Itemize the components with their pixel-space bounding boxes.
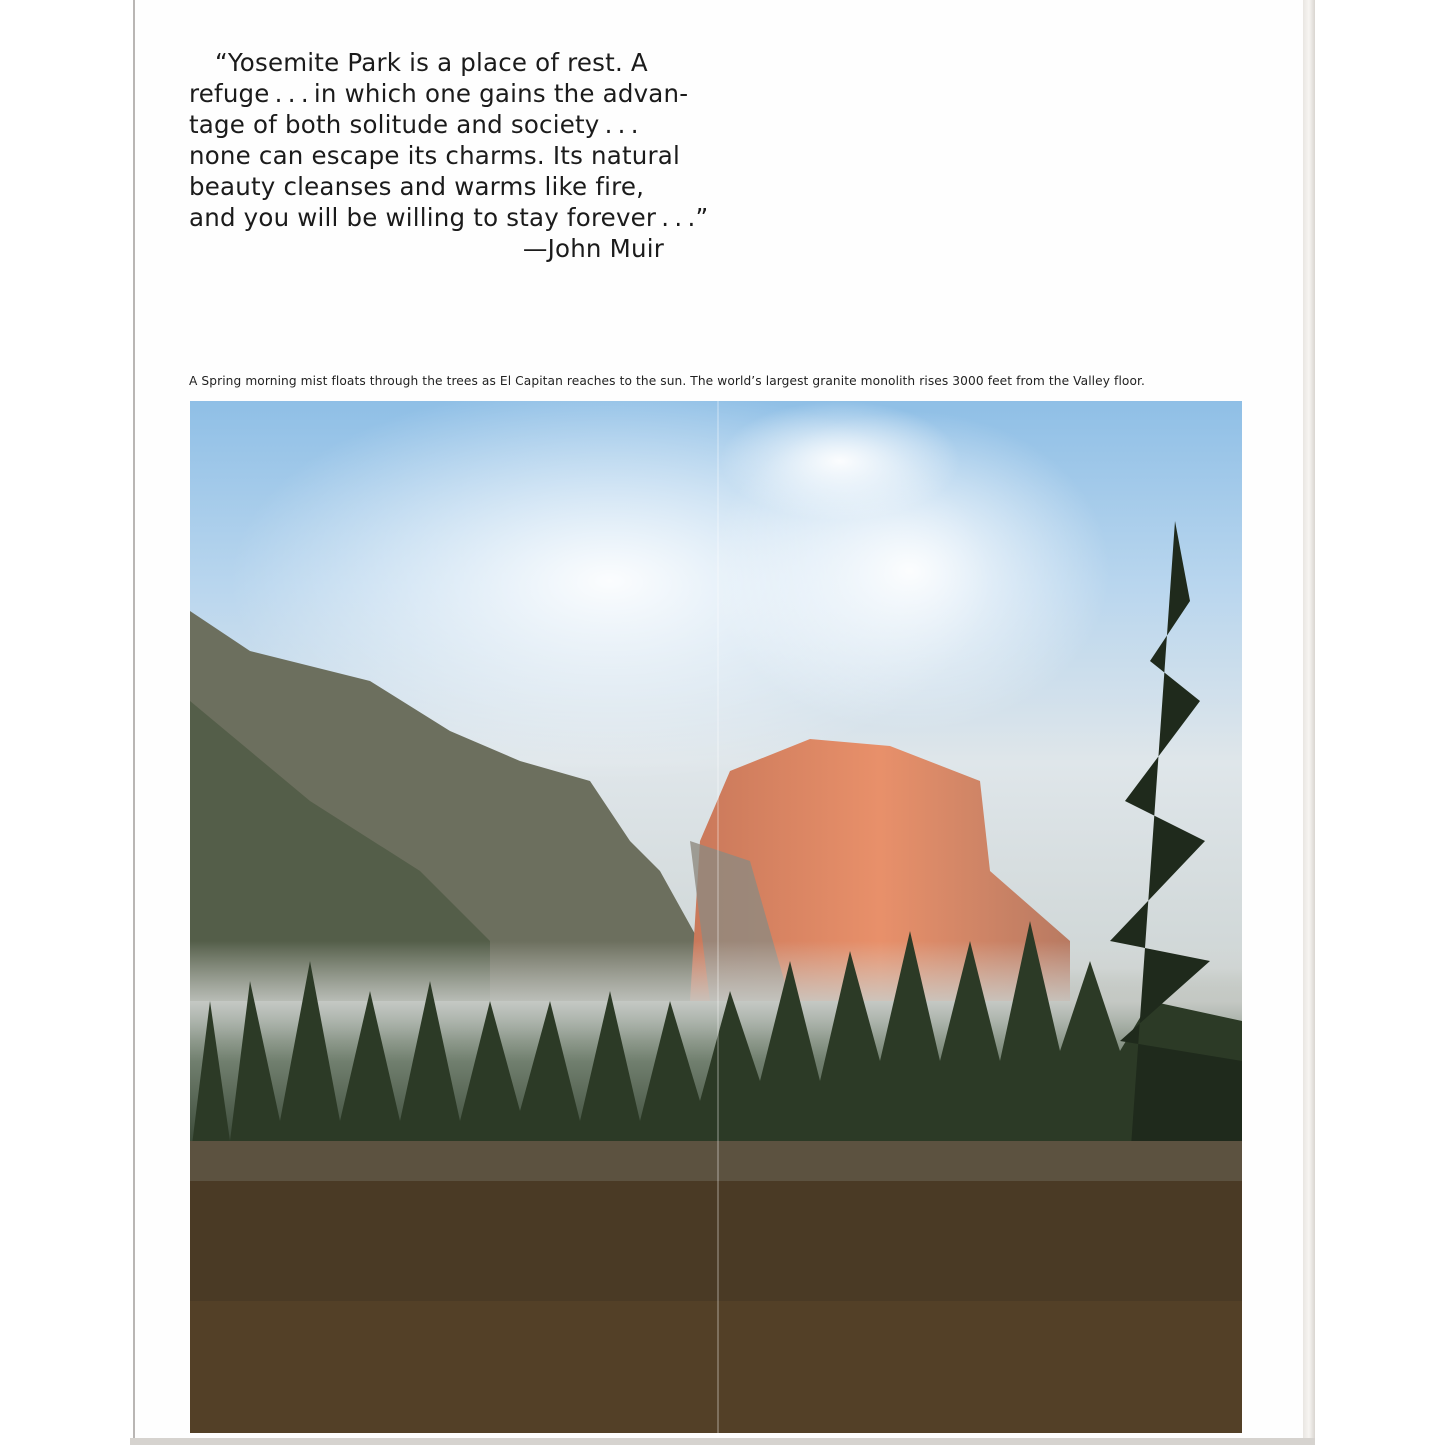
adjacent-page-edge [0, 0, 135, 1445]
landscape-illustration [190, 401, 1242, 1433]
quote-line: refuge . . . in which one gains the advan- [189, 79, 689, 108]
quote-line: beauty cleanses and warms like fire, [189, 172, 645, 201]
cloud [720, 401, 960, 521]
page-bottom-edge [130, 1438, 1315, 1445]
el-capitan-photo [190, 401, 1242, 1433]
quote-line: and you will be willing to stay forever . . .” [189, 203, 709, 232]
quote-attribution: —John Muir [522, 234, 664, 263]
quote-line: “Yosemite Park is a place of rest. A [215, 48, 648, 77]
john-muir-quote [189, 47, 709, 264]
photo-caption: A Spring morning mist floats through the trees as El Capitan reaches to the sun. The world’s largest granite monolith rises 3000 feet from the Valley floor. [189, 374, 1146, 388]
quote-line: tage of both solitude and society . . . [189, 110, 639, 139]
page-stack-edge [1303, 0, 1315, 1440]
quote-line: none can escape its charms. Its natural [189, 141, 681, 170]
